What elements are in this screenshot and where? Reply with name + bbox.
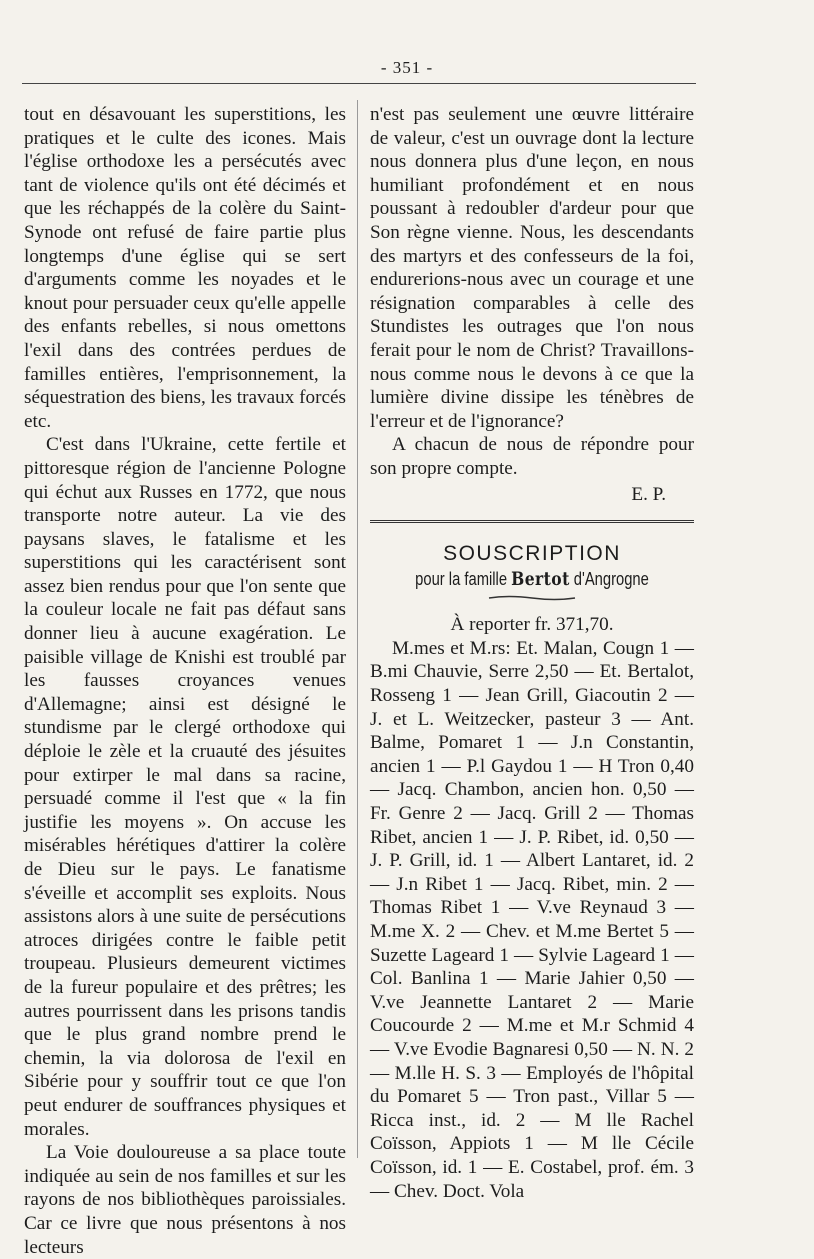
- header-rule: [22, 83, 696, 84]
- paragraph: La Voie douloureuse a sa place toute indiquée au sein de nos familles et sur les rayons de nos bibliothèques paroissiales. Car ce livre que nous présentons à nos lecteurs: [24, 1142, 346, 1258]
- subtitle-prefix: pour la famille: [415, 568, 508, 589]
- paragraph: C'est dans l'Ukraine, cette fertile et pittoresque région de l'ancienne Pologne qui échut aux Russes en 1772, que nous transporte notre auteur. La vie des paysans slaves, le fatalisme et les superstitions qui les caractérisent sont assez bien rendus pour que l'on sente que la couleur locale ne fait pas défaut sans donner lieu à aucune exagération. Le paisible village de Knishi est troublé par les fausses croyances venues d'Allemagne; ainsi est désigné le stundisme par le clergé orthodoxe qui déploie le zèle et la cruauté des jésuites pour extirper le mal dans sa racine, persuadé comme il l'est que « la fin justifie les moyens ». On accuse les misérables hérétiques d'attirer la colère de Dieu sur le pays. Le fanatisme s'éveille et accomplit ses exploits. Nous assistons alors à une suite de persécutions atroces dirigées contre le faible petit troupeau. Plusieurs demeurent victimes de la fureur populaire et des prêtres; les autres pourrissent dans les prisons tandis que le plus grand nombre prend le chemin, la via dolorosa de l'exil en Sibérie pour y souffrir tout ce que l'on peut endurer de souffrances physiques et morales.: [24, 434, 346, 1140]
- paragraph: tout en désavouant les superstitions, les pratiques et le culte des icones. Mais l'église orthodoxe les a persécutés avec tant de violence qu'ils ont été décimés et que les réchappés de la colère du Saint-Synode ont refusé de faire partie plus longtemps d'une église qui se sert d'arguments comme les noyades et le knout pour persuader ceux qu'elle appelle des enfants rebelles, si nous omettons l'exil dans des contrées perdues de familles entières, l'emprisonnement, la séquestration des biens, les travaux forcés etc.: [24, 104, 346, 432]
- subscription-subtitle: [399, 568, 665, 592]
- subscription-title: SOUSCRIPTION: [443, 542, 621, 566]
- left-column: [24, 103, 346, 1259]
- ornament-rule-icon: [487, 593, 577, 603]
- subtitle-suffix: d'Angrogne: [573, 568, 649, 589]
- paragraph: A chacun de nous de répondre pour son propre compte.: [370, 434, 694, 479]
- report-line: À reporter fr. 371,70.: [450, 614, 614, 636]
- family-name: Bertot: [511, 567, 570, 590]
- section-divider: [370, 520, 694, 526]
- paragraph: n'est pas seulement une œuvre littéraire de valeur, c'est un ouvrage dont la lecture nous donnera plus d'une leçon, en nous humiliant profondément et en nous poussant à redoubler d'ardeur pour que Son règne vienne. Nous, les descendants des martyrs et des confesseurs de la foi, endurerions-nous avec un courage et une résignation comparables à celle des Stundistes les outrages que l'on nous ferait pour le nom de Christ? Travaillons-nous comme nous le devons à ce que la lumière divine dissipe les ténèbres de l'erreur et de l'ignorance?: [370, 104, 694, 432]
- signature: E. P.: [631, 483, 666, 505]
- page-number: - 351 -: [380, 58, 434, 77]
- contributors-list: M.mes et M.rs: Et. Malan, Cougn 1 — B.mi Chauvie, Serre 2,50 — Et. Bertalot, Rosseng 1 — Jean Grill, Giacoutin 2 — J. et L. Weitzecker, pasteur 3 — Ant. Balme, Pomaret 1 — J.n Constantin, ancien 1 — P.l Gaydou 1 — H Tron 0,40 — Jacq. Chambon, ancien hon. 0,50 — Fr. Genre 2 — Jacq. Grill 2 — Thomas Ribet, ancien 1 — J. P. Ribet, id. 0,50 — J. P. Grill, id. 1 — Albert Lantaret, id. 2 — J.n Ribet 1 — Jacq. Ribet, min. 2 — Thomas Ribet 1 — V.ve Reynaud 3 — M.me X. 2 — Chev. et M.me Bertet 5 — Suzette Lageard 1 — Sylvie Lageard 1 — Col. Banlina 1 — Marie Jahier 0,50 — V.ve Jeannette Lantaret 2 — Marie Coucourde 2 — M.me et M.r Schmid 4 — V.ve Evodie Bagnaresi 0,50 — N. N. 2 — M.lle H. S. 3 — Employés de l'hôpital du Pomaret 5 — Tron past., Villar 5 — Ricca inst., id. 2 — M lle Rachel Coïsson, Appiots 1 — M lle Cécile Coïsson, id. 1 — E. Costabel, prof. ém. 3 — Chev. Doct. Vola: [370, 637, 694, 1202]
- right-column: [370, 103, 694, 1203]
- column-divider: [357, 100, 358, 1158]
